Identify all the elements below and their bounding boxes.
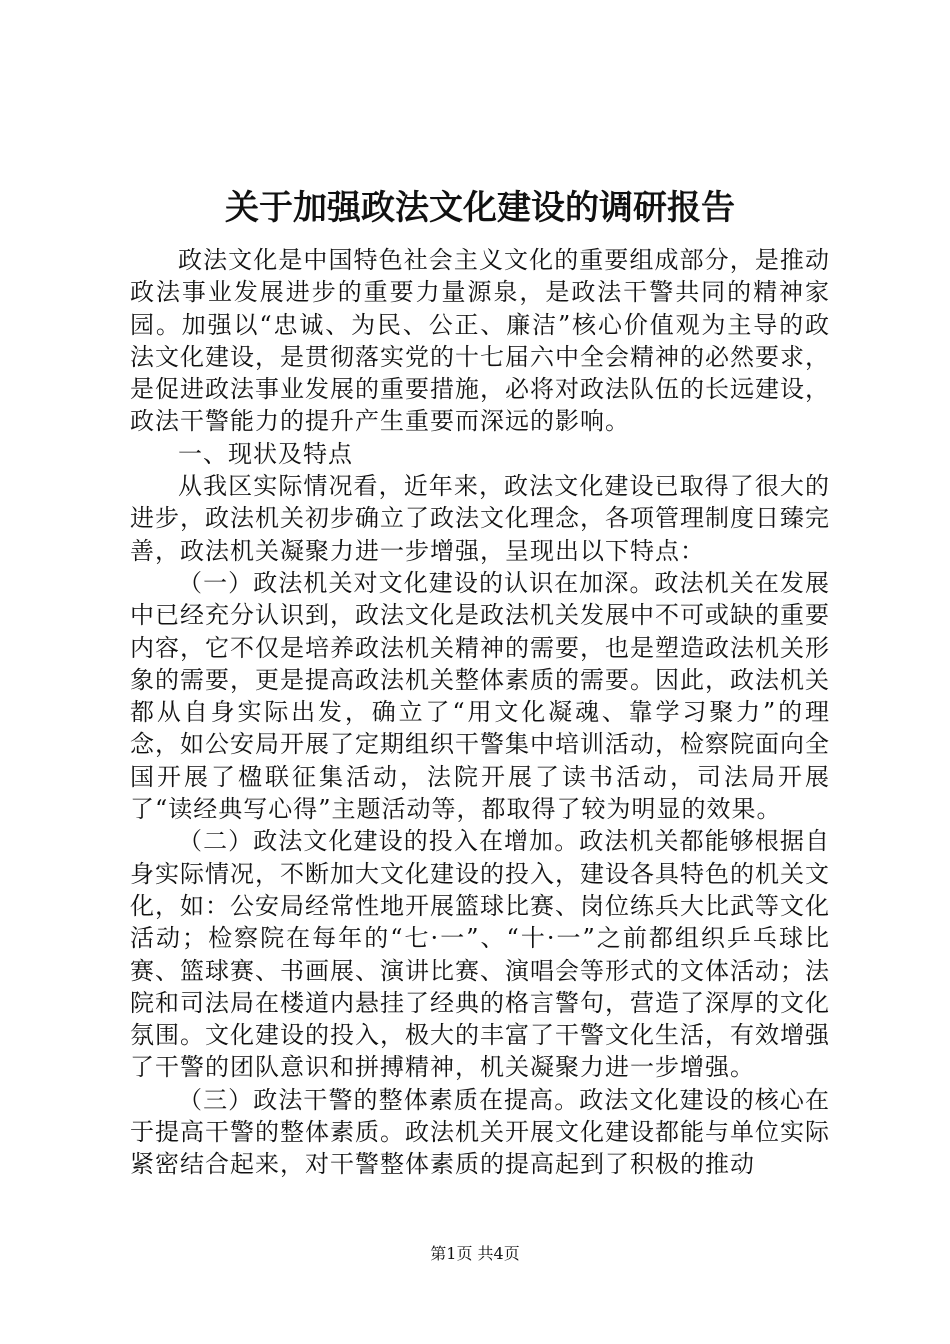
paragraph-overview: 从我区实际情况看，近年来，政法文化建设已取得了很大的进步，政法机关初步确立了政法文化理念，各项管理制度日臻完善，政法机关凝聚力进一步增强，呈现出以下特点： xyxy=(130,472,830,565)
page-number-footer: 第1页 共4页 xyxy=(430,1244,520,1263)
paragraph-point-1: （一）政法机关对文化建设的认识在加深。政法机关在发展中已经充分认识到，政法文化是政法机关发展中不可或缺的重要内容，它不仅是培养政法机关精神的需要，也是塑造政法机关形象的需要，更是提高政法机关整体素质的需要。因此，政法机关都从自身实际出发，确立了“用文化凝魂、靠学习聚力”的理念，如公安局开展了定期组织干警集中培训活动，检察院面向全国开展了楹联征集活动，法院开展了读书活动，司法局开展了“读经典写心得”主题活动等，都取得了较为明显的效果。 xyxy=(130,568,830,824)
paragraph-point-2: （二）政法文化建设的投入在增加。政法机关都能够根据自身实际情况，不断加大文化建设的投入，建设各具特色的机关文化，如：公安局经常性地开展篮球比赛、岗位练兵大比武等文化活动；检察院在每年的“七·一”、“十·一”之前都组织乒乓球比赛、篮球赛、书画展、演讲比赛、演唱会等形式的文体活动；法院和司法局在楼道内悬挂了经典的格言警句，营造了深厚的文化氛围。文化建设的投入，极大的丰富了干警文化生活，有效增强了干警的团队意识和拼搏精神，机关凝聚力进一步增强。 xyxy=(130,827,830,1082)
document-page xyxy=(130,180,830,1181)
document-title: 关于加强政法文化建设的调研报告 xyxy=(225,188,735,228)
section-heading-status: 一、现状及特点 xyxy=(178,439,353,468)
paragraph-intro: 政法文化是中国特色社会主义文化的重要组成部分，是推动政法事业发展进步的重要力量源泉，是政法干警共同的精神家园。加强以“忠诚、为民、公正、廉洁”核心价值观为主导的政法文化建设，是贯彻落实党的十七届六中全会精神的必然要求，是促进政法事业发展的重要措施，必将对政法队伍的长远建设，政法干警能力的提升产生重要而深远的影响。 xyxy=(130,246,830,436)
paragraph-point-3: （三）政法干警的整体素质在提高。政法文化建设的核心在于提高干警的整体素质。政法机关开展文化建设都能与单位实际紧密结合起来，对干警整体素质的提高起到了积极的推动 xyxy=(130,1085,830,1179)
